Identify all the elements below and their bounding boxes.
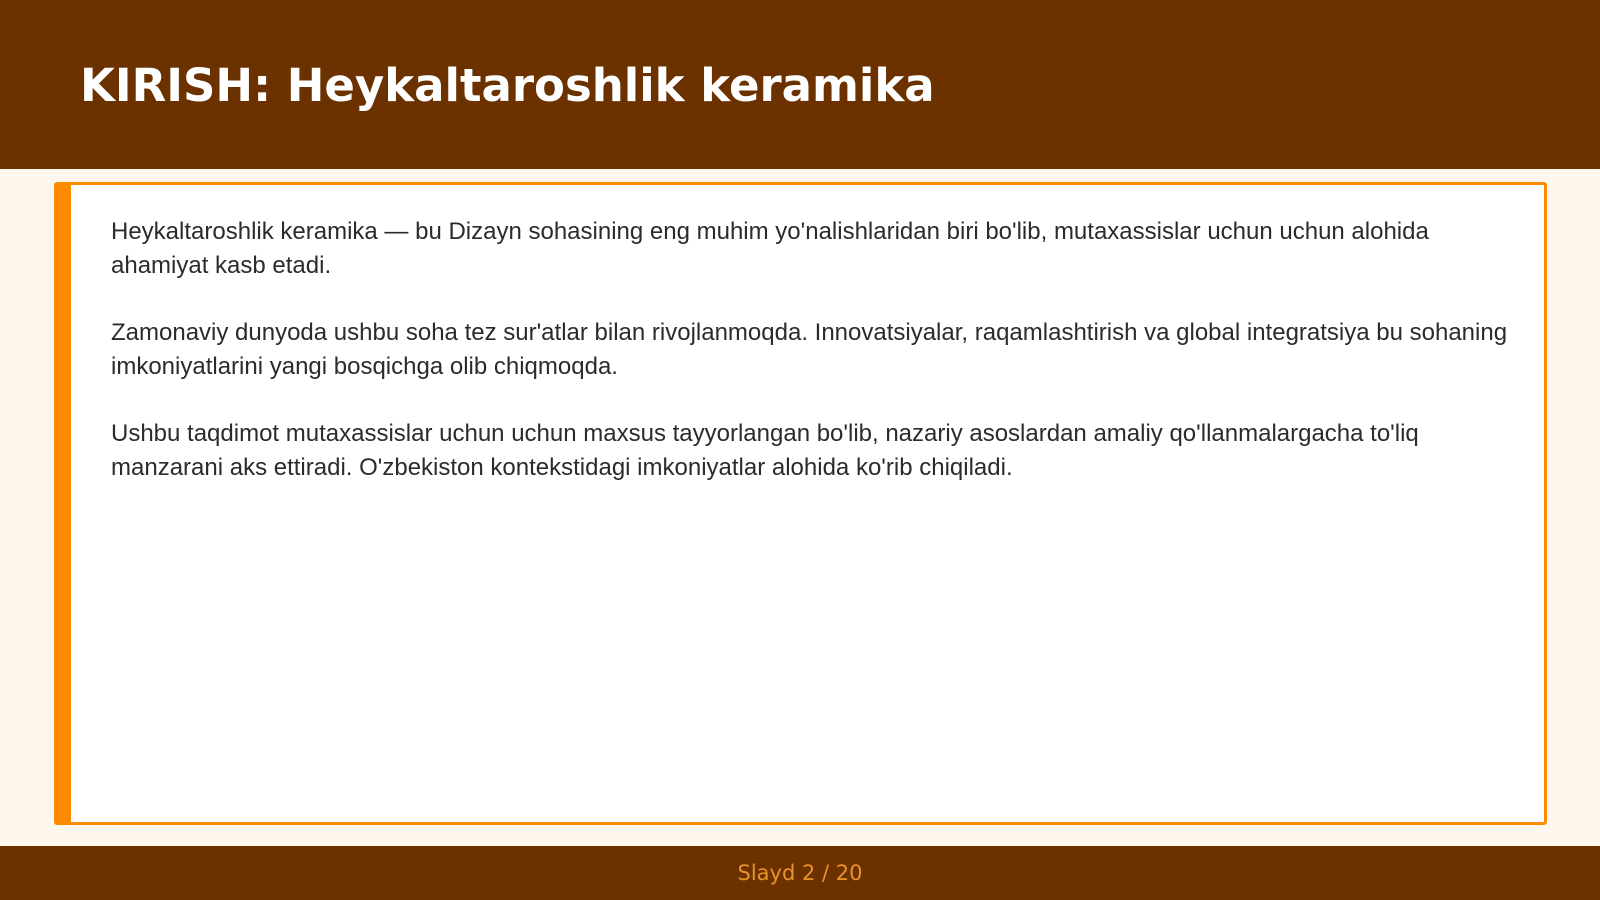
slide-title: KIRISH: Heykaltaroshlik keramika [80, 59, 935, 112]
content-body [111, 215, 1511, 518]
paragraph-intro: Heykaltaroshlik keramika — bu Dizayn sohasining eng muhim yo'nalishlaridan biri bo'lib, mutaxassislar uchun uchun alohida ahamiyat kasb etadi. [111, 218, 1429, 279]
content-panel [54, 182, 1547, 825]
paragraph-presentation-purpose: Ushbu taqdimot mutaxassislar uchun uchun maxsus tayyorlangan bo'lib, nazariy asoslardan amaliy qo'llanmalargacha to'liq manzarani aks ettiradi. O'zbekiston kontekstidagi imkoniyatlar alohida ko'rib chiqiladi. [111, 420, 1419, 481]
slide-footer [0, 846, 1600, 900]
slide-counter: Slayd 2 / 20 [737, 861, 863, 885]
slide-header [0, 0, 1600, 169]
paragraph-modern-world: Zamonaviy dunyoda ushbu soha tez sur'atlar bilan rivojlanmoqda. Innovatsiyalar, raqamlashtirish va global integratsiya bu sohaning imkoniyatlarini yangi bosqichga olib chiqmoqda. [111, 319, 1508, 380]
